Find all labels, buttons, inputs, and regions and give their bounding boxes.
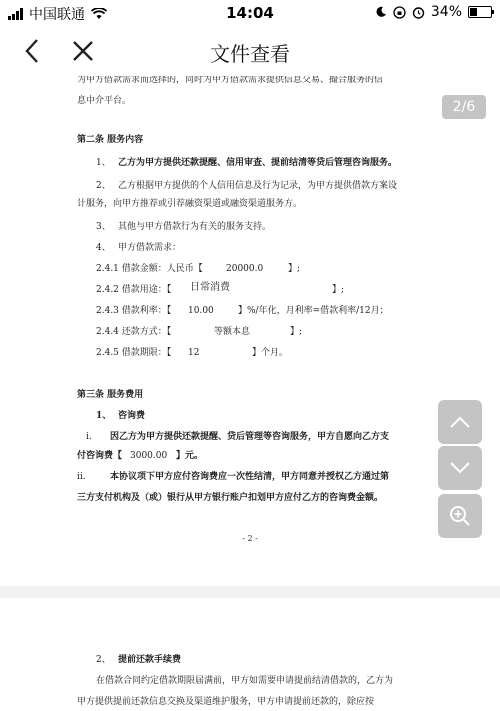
item-3-text: 其他与甲方借款行为有关的服务支持。 <box>118 222 272 232</box>
fee-i-number: i. <box>86 432 92 442</box>
status-right <box>375 4 492 20</box>
next-page-button[interactable] <box>438 446 482 490</box>
item-3-number: 3、 <box>96 222 111 232</box>
intro-line-1: 为甲方借款需求而选择的，同时为甲方借款需求提供信息交易、撮合服务的信 <box>77 76 384 85</box>
loan-amount-end: 】; <box>288 264 301 274</box>
loan-purpose-end: 】; <box>332 285 345 295</box>
fee-i-end: 】元。 <box>176 451 204 461</box>
p2-item-2-title: 提前还款手续费 <box>118 655 182 665</box>
section-3-title: 第三条 服务费用 <box>77 390 144 400</box>
loan-purpose-label: 2.4.2 借款用途：【 <box>96 285 172 295</box>
repayment-method-end: 】; <box>290 327 303 337</box>
battery-percent: 34% <box>430 4 462 20</box>
status-bar <box>0 0 500 26</box>
orientation-lock-icon <box>393 6 406 19</box>
close-icon <box>68 36 98 66</box>
item-2-line-1: 乙方根据甲方提供的个人信用信息及行为记录，为甲方提供借款方案设 <box>118 181 398 191</box>
back-button[interactable] <box>18 36 48 66</box>
item-1-number: 1、 <box>96 158 111 168</box>
carrier-label: 中国联通 <box>29 7 85 23</box>
interest-rate-label: 2.4.3 借款利率：【 <box>96 306 172 316</box>
item-2-number: 2、 <box>96 181 111 191</box>
document-viewer[interactable] <box>0 76 500 711</box>
document-page-2 <box>0 76 500 586</box>
p2-line-1: 在借款合同约定借款期限届满前，甲方如需要申请提前结清借款的，乙方为 <box>96 676 394 686</box>
previous-page-button[interactable] <box>438 400 482 444</box>
nav-bar <box>0 26 500 76</box>
status-time: 14:04 <box>226 4 274 22</box>
repayment-method-label: 2.4.4 还款方式：【 <box>96 327 172 337</box>
fee-i-line-1: 因乙方为甲方提供还款提醒、贷后管理等咨询服务，甲方自愿向乙方支 <box>110 432 390 442</box>
loan-term-label: 2.4.5 借款期限：【 <box>96 348 172 358</box>
page-indicator: 2/6 <box>442 95 486 119</box>
intro-line-2: 息中介平台。 <box>77 96 132 106</box>
fee-1-title: 咨询费 <box>118 411 146 421</box>
loan-amount-label: 2.4.1 借款金额：人民币【 <box>96 264 203 274</box>
consulting-fee-value: 3000.00 <box>130 451 168 461</box>
loan-purpose-value: 日常消费 <box>190 282 230 293</box>
document-page-3 <box>0 598 500 711</box>
fee-ii-number: ii. <box>77 472 86 482</box>
interest-rate-value: 10.00 <box>188 306 214 316</box>
loan-term-end: 】个月。 <box>252 348 289 358</box>
loan-amount-value: 20000.0 <box>226 264 264 274</box>
zoom-in-icon <box>449 505 471 527</box>
chevron-left-icon <box>18 36 48 66</box>
page-title: 文件查看 <box>210 42 290 66</box>
page-number-footer: - 2 - <box>242 534 258 543</box>
fee-ii-line-1: 本协议项下甲方应付咨询费应一次性结清，甲方同意并授权乙方通过第 <box>110 472 390 482</box>
item-4-text: 甲方借款需求： <box>118 243 182 253</box>
interest-rate-end: 】%/年化，月利率=借款利率/12月； <box>238 306 389 316</box>
battery-icon <box>468 6 492 18</box>
p2-item-2-number: 2、 <box>96 655 111 665</box>
chevron-up-icon <box>449 415 471 429</box>
section-2-title: 第二条 服务内容 <box>77 135 144 145</box>
moon-icon <box>375 6 387 18</box>
item-4-number: 4、 <box>96 243 111 253</box>
fee-ii-line-2: 三方支付机构及（或）银行从甲方银行账户扣划甲方应付乙方的咨询费金额。 <box>77 493 384 503</box>
p2-line-2: 甲方提供提前还款信息交换及渠道维护服务，甲方申请提前还款的，除应按 <box>77 697 375 707</box>
item-1-text: 乙方为甲方提供还款提醒、信用审查、提前结清等贷后管理咨询服务。 <box>118 158 398 168</box>
item-2-line-2: 计服务，向甲方推荐或引荐融资渠道或融资渠道服务方。 <box>77 199 303 209</box>
zoom-in-button[interactable] <box>438 494 482 538</box>
alarm-icon <box>412 6 425 19</box>
loan-term-value: 12 <box>188 348 200 358</box>
fee-i-line-2: 付咨询费【 <box>77 451 123 461</box>
fee-1-number: 1、 <box>96 411 112 421</box>
chevron-down-icon <box>449 461 471 475</box>
close-button[interactable] <box>68 36 98 66</box>
repayment-method-value: 等额本息 <box>214 327 251 337</box>
